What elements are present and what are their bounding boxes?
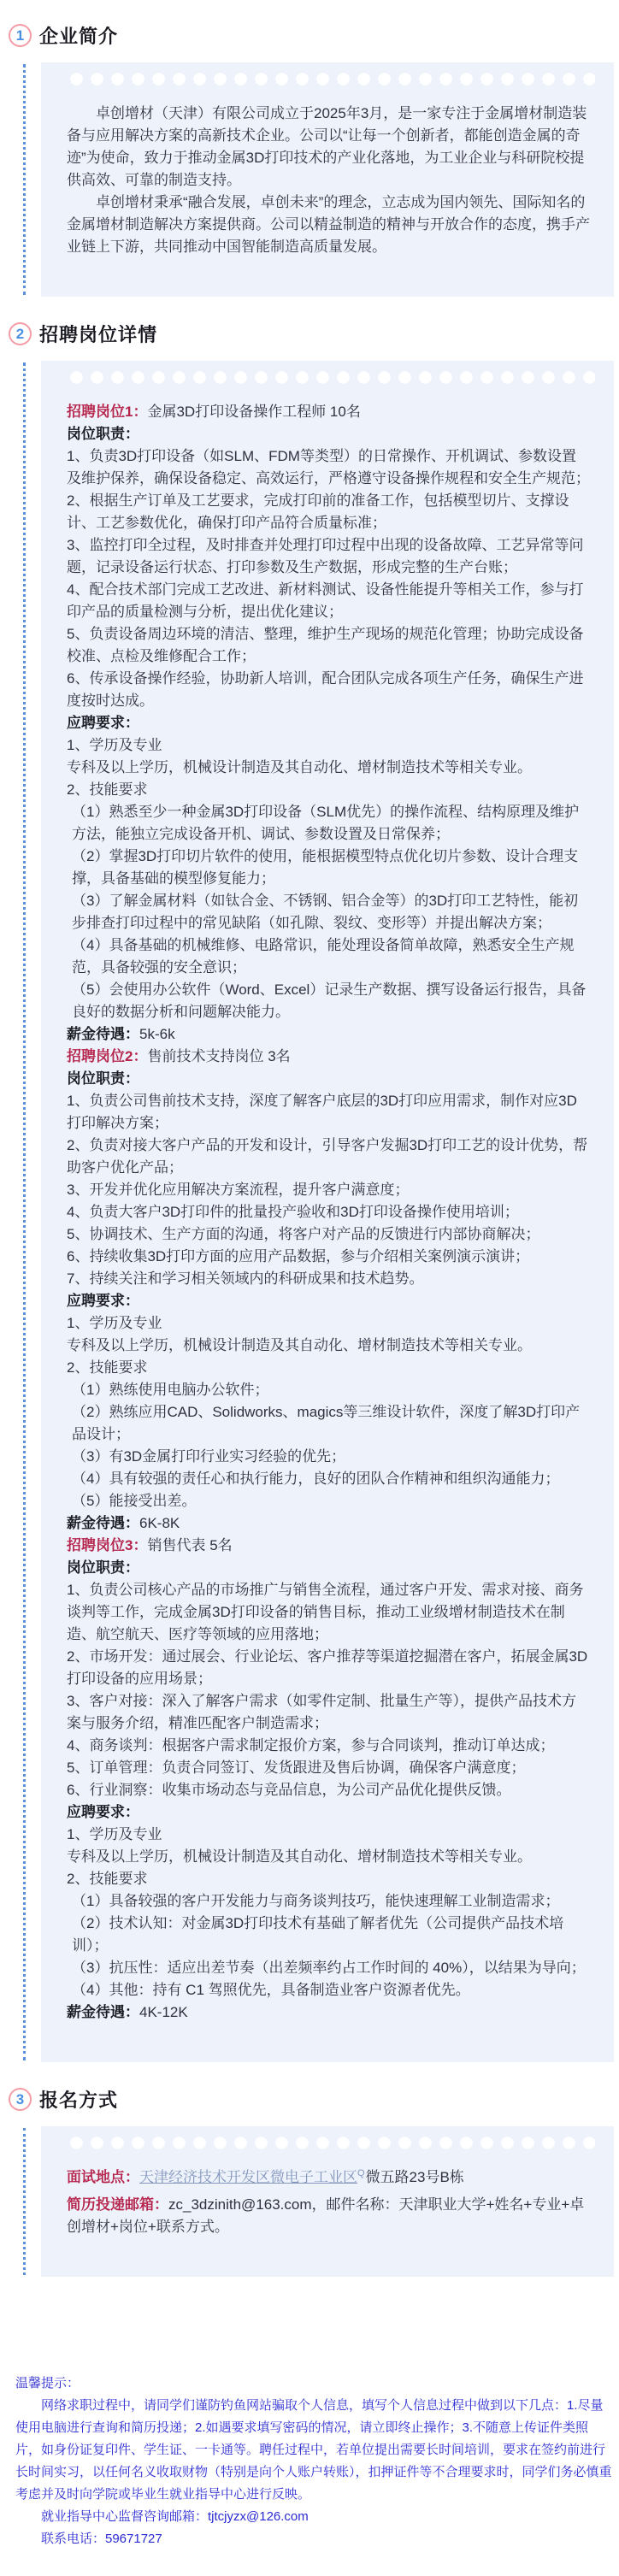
job-title-line <box>67 401 590 423</box>
text-line: 4、负责大客户3D打印件的批量投产验收和3D打印设备操作使用培训； <box>67 1204 519 1220</box>
job-salary-line <box>67 2001 590 2024</box>
text-line: （2）掌握3D打印切片软件的使用，能根据模型特点优化切片参数、设计合理支撑，具备基础的模型修复能力； <box>72 848 579 887</box>
job-posting-2 <box>67 1046 590 1535</box>
company-intro-section <box>41 62 614 297</box>
text-line: 1、学历及专业 <box>67 737 162 753</box>
job-salary-line <box>67 1023 590 1046</box>
job-title: 销售代表 5名 <box>147 1537 233 1553</box>
job-posting-3 <box>67 1535 590 2024</box>
text-line: （5）能接受出差。 <box>72 1493 197 1509</box>
section-number-badge <box>9 2088 32 2111</box>
interview-location-line <box>67 2166 590 2189</box>
job-duties-label: 岗位职责： <box>67 426 139 442</box>
salary-value: 6K-8K <box>139 1515 180 1531</box>
company-intro-box <box>41 62 614 297</box>
text-line: （3）有3D金属打印行业实习经验的优先； <box>72 1448 346 1465</box>
text-line: 6、传承设备操作经验，协助新人培训，配合团队完成各项生产任务，确保生产进度按时达成。 <box>67 670 584 709</box>
section-header-company <box>9 22 619 49</box>
text-line: 2、负责对接大客户产品的开发和设计，引导客户发掘3D打印工艺的设计优势，帮助客户优化产品； <box>67 1137 588 1176</box>
job-salary-line <box>67 1512 590 1535</box>
company-paragraph-2: 卓创增材秉承“融合发展，卓创未来”的理念，立志成为国内领先、国际知名的金属增材制造解决方案提供商。公司以精益制造的精神与开放合作的态度，携手产业链上下游，共同推动中国智能制造高质量发展。 <box>67 194 590 255</box>
text-line: 5、订单管理：负责合同签订、发货跟进及售后协调，确保客户满意度； <box>67 1760 526 1776</box>
section-number: 2 <box>15 325 25 342</box>
decorative-dots-row <box>70 73 595 85</box>
text-line: 1、负责公司核心产品的市场推广与销售全流程，通过客户开发、需求对接、商务谈判等工作，完成金属3D打印设备的销售目标，推动工业级增材制造技术在制造、航空航天、医疗等领域的应用落地； <box>67 1582 584 1642</box>
apply-section <box>41 2126 614 2277</box>
job-requirements-label: 应聘要求： <box>67 1293 139 1309</box>
section-title-company: 企业简介 <box>39 26 119 47</box>
text-line: 4、配合技术部门完成工艺改进、新材料测试、设备性能提升等相关工作，参与打印产品的质量检测与分析，提出优化建议； <box>67 581 584 620</box>
text-line: 2、市场开发：通过展会、行业论坛、客户推荐等渠道挖掘潜在客户，拓展金属3D打印设备的应用场景； <box>67 1648 588 1687</box>
resume-email-text: zc_3dzinith@163.com，邮件名称：天津职业大学+姓名+专业+卓创增材+岗位+联系方式。 <box>67 2196 585 2235</box>
job-duties-label: 岗位职责： <box>67 1070 139 1087</box>
job-title: 售前技术支持岗位 3名 <box>147 1048 291 1064</box>
job-duties-list <box>67 1579 590 1801</box>
interview-location-label: 面试地点： <box>67 2169 139 2185</box>
job-duties-list <box>67 1090 590 1290</box>
job-requirements-list <box>67 734 590 1023</box>
interview-location-rest: 微五路23号B栋 <box>365 2169 464 2185</box>
section-number-badge <box>9 322 32 345</box>
text-line: （1）熟悉至少一种金属3D打印设备（SLM优先）的操作流程、结构原理及维护方法，能独立完成设备开机、调试、参数设置及日常保养； <box>72 804 580 842</box>
text-line: 6、持续收集3D打印方面的应用产品数据，参与介绍相关案例演示演讲； <box>67 1248 530 1264</box>
text-line: （1）熟练使用电脑办公软件； <box>72 1382 269 1398</box>
job-requirements-label: 应聘要求： <box>67 1804 139 1820</box>
salary-label: 薪金待遇： <box>67 1515 139 1531</box>
section-title-apply: 报名方式 <box>39 2090 119 2111</box>
text-line: 4、商务谈判：根据客户需求制定报价方案，参与合同谈判，推动订单达成； <box>67 1737 555 1754</box>
job-duties-label: 岗位职责： <box>67 1559 139 1576</box>
jobs-section <box>41 361 614 2062</box>
text-line: 专科及以上学历，机械设计制造及其自动化、增材制造技术等相关专业。 <box>67 1337 532 1353</box>
job-requirements-label: 应聘要求： <box>67 715 139 731</box>
job-posting-1 <box>67 401 590 1046</box>
section-number: 1 <box>15 27 25 44</box>
decorative-dots-row <box>70 2137 595 2149</box>
salary-value: 5k-6k <box>139 1026 175 1042</box>
jobs-box <box>41 361 614 2062</box>
text-line: （5）会使用办公软件（Word、Excel）记录生产数据、撰写设备运行报告，具备良好的数据分析和问题解决能力。 <box>72 981 587 1020</box>
text-line: 7、持续关注和学习相关领域内的科研成果和技术趋势。 <box>67 1270 424 1287</box>
text-line: （3）了解金属材料（如钛合金、不锈钢、铝合金等）的3D打印工艺特性，能初步排查打印过程中的常见缺陷（如孔隙、裂纹、变形等）并提出解决方案； <box>72 893 579 931</box>
job-title: 金属3D打印设备操作工程师 10名 <box>147 404 361 420</box>
company-paragraph-1: 卓创增材（天津）有限公司成立于2025年3月，是一家专注于金属增材制造装备与应用解决方案的高新技术企业。公司以“让每一个创新者，都能创造金属的奇迹”为使命，致力于推动金属3D打印技术的产业化落地，为工业企业与科研院校提供高效、可靠的制造支持。 <box>67 105 587 188</box>
tips-paragraph: 网络求职过程中，请同学们谨防钓鱼网站骗取个人信息，填写个人信息过程中做到以下几点：1.尽量使用电脑进行查询和简历投递；2.如遇要求填写密码的情况，请立即终止操作；3.不随意上传证件类照片，如身份证复印件、学生证、一卡通等。聘任过程中，若单位提出需要长时间培训，要求在签约前进行长时间实习，以任何名义收取财物（特别是向个人账户转账），扣押证件等不合理要求时，同学们务必慎重考虑并及时向学院或毕业生就业指导中心进行反映。 <box>15 2398 612 2502</box>
section-header-apply <box>9 2086 619 2113</box>
resume-email-label: 简历投递邮箱： <box>67 2196 168 2213</box>
job-requirements-list <box>67 1824 590 2001</box>
text-line: 1、负责公司售前技术支持，深度了解客户底层的3D打印应用需求，制作对应3D打印解决方案； <box>67 1093 577 1131</box>
text-line: （2）技术认知：对金属3D打印技术有基础了解者优先（公司提供产品技术培训）； <box>72 1915 564 1954</box>
text-line: （2）熟练应用CAD、Solidworks、magics等三维设计软件，深度了解3D打印产品设计； <box>72 1404 581 1442</box>
text-line: 1、学历及专业 <box>67 1826 162 1842</box>
resume-email-line <box>67 2194 590 2238</box>
text-line: 6、行业洞察：收集市场动态与竞品信息，为公司产品优化提供反馈。 <box>67 1782 511 1798</box>
section-header-jobs <box>9 321 619 347</box>
job-label: 招聘岗位1： <box>67 404 148 420</box>
salary-label: 薪金待遇： <box>67 2004 139 2020</box>
text-line: 2、根据生产订单及工艺要求，完成打印前的准备工作，包括模型切片、支撑设计、工艺参数优化，确保打印产品符合质量标准； <box>67 492 569 531</box>
job-title-line <box>67 1535 590 1557</box>
text-line: 1、负责3D打印设备（如SLM、FDM等类型）的日常操作、开机调试、参数设置及维护保养，确保设备稳定、高效运行，严格遵守设备操作规程和安全生产规范； <box>67 448 590 486</box>
location-link[interactable]: 天津经济技术开发区微电子工业区 <box>139 2169 357 2185</box>
contact-phone-line: 联系电话：59671727 <box>41 2532 162 2546</box>
text-line: 3、客户对接：深入了解客户需求（如零件定制、批量生产等），提供产品技术方案与服务介绍，精准匹配客户制造需求； <box>67 1693 576 1731</box>
tips-label: 温馨提示： <box>15 2376 80 2390</box>
job-title-line <box>67 1046 590 1068</box>
text-line: 3、开发并优化应用解决方案流程，提升客户满意度； <box>67 1182 410 1198</box>
text-line: 3、监控打印全过程，及时排查并处理打印过程中出现的设备故障、工艺异常等问题，记录设备运行状态、打印参数及生产数据，形成完整的生产台账； <box>67 537 584 575</box>
center-email-line: 就业指导中心监督咨询邮箱：tjtcjyzx@126.com <box>41 2509 309 2524</box>
map-link-icon[interactable]: Q <box>357 2168 365 2179</box>
section-number-badge <box>9 24 32 47</box>
text-line: （3）抗压性：适应出差节奏（出差频率约占工作时间的 40%），以结果为导向； <box>72 1960 586 1976</box>
section-title-jobs: 招聘岗位详情 <box>39 324 158 345</box>
job-label: 招聘岗位2： <box>67 1048 148 1064</box>
job-requirements-list <box>67 1312 590 1512</box>
text-line: （4）具有较强的责任心和执行能力，良好的团队合作精神和组织沟通能力； <box>72 1471 560 1487</box>
job-label: 招聘岗位3： <box>67 1537 148 1553</box>
section-number: 3 <box>15 2090 25 2107</box>
text-line: 1、学历及专业 <box>67 1315 162 1331</box>
text-line: 2、技能要求 <box>67 781 148 798</box>
salary-value: 4K-12K <box>139 2004 188 2020</box>
job-duties-list <box>67 445 590 712</box>
text-line: 专科及以上学历，机械设计制造及其自动化、增材制造技术等相关专业。 <box>67 759 532 775</box>
footer-tips <box>15 2373 612 2576</box>
text-line: （1）具备较强的客户开发能力与商务谈判技巧，能快速理解工业制造需求； <box>72 1893 560 1909</box>
text-line: （4）其他：持有 C1 驾照优先，具备制造业客户资源者优先。 <box>72 1982 470 1998</box>
text-line: 2、技能要求 <box>67 1871 148 1887</box>
text-line: 5、协调技术、生产方面的沟通，将客户对产品的反馈进行内部协商解决； <box>67 1226 540 1242</box>
apply-box <box>41 2126 614 2277</box>
text-line: 5、负责设备周边环境的清洁、整理，维护生产现场的规范化管理；协助完成设备校准、点检及维修配合工作； <box>67 626 584 664</box>
text-line: 专科及以上学历，机械设计制造及其自动化、增材制造技术等相关专业。 <box>67 1848 532 1865</box>
text-line: （4）具备基础的机械维修、电路常识，能处理设备简单故障，熟悉安全生产规范，具备较强的安全意识； <box>72 937 575 976</box>
text-line: 2、技能要求 <box>67 1359 148 1376</box>
salary-label: 薪金待遇： <box>67 1026 139 1042</box>
decorative-dots-row <box>70 371 595 384</box>
